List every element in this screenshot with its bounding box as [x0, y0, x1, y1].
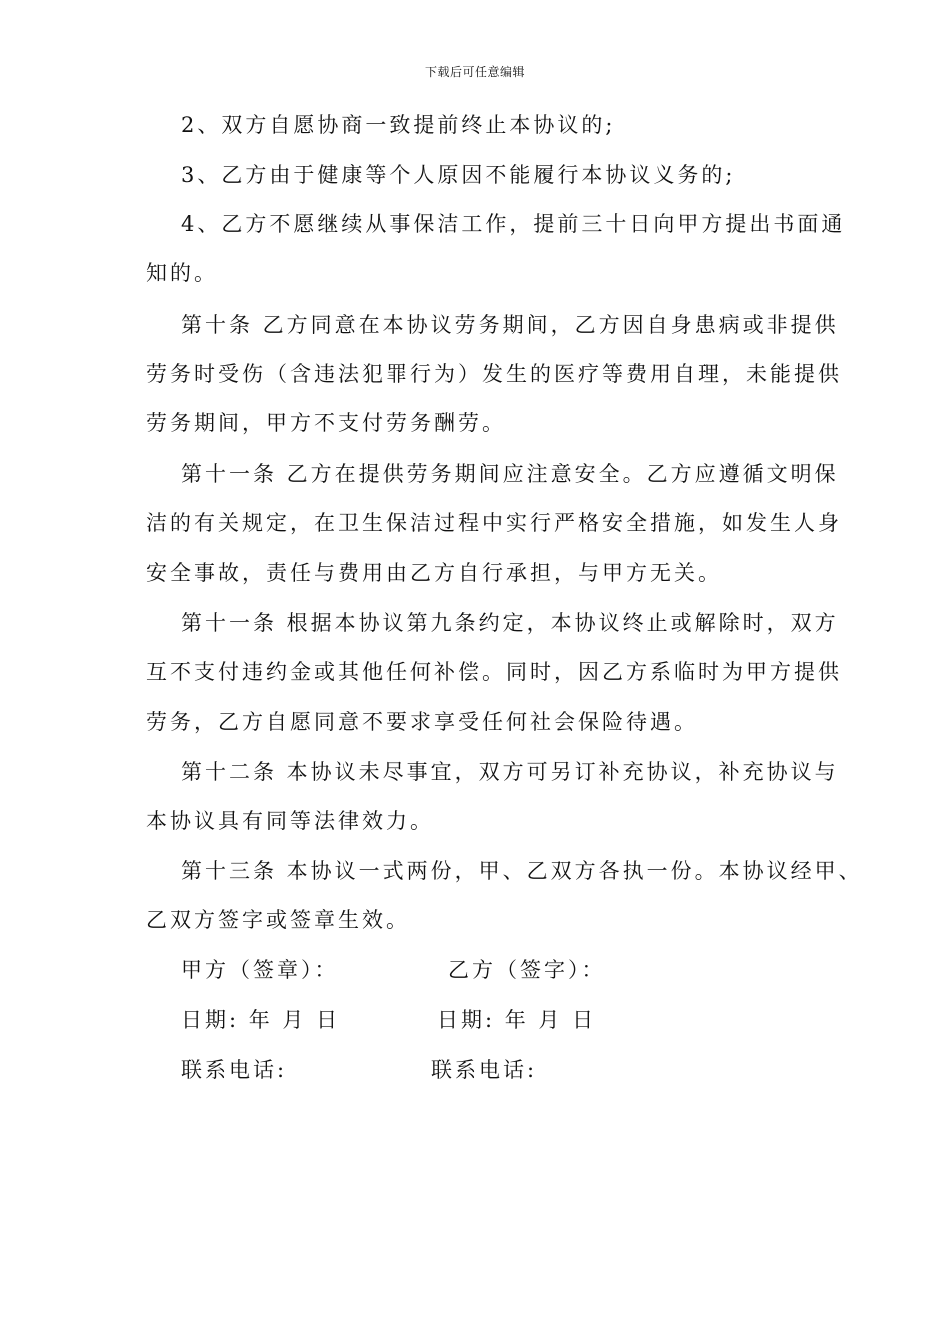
article-11b-line-2: 互不支付违约金或其他任何补偿。同时，因乙方系临时为甲方提供: [146, 660, 842, 684]
party-b-phone-label: 联系电话:: [431, 1058, 538, 1082]
party-a-phone-label: 联系电话:: [181, 1058, 288, 1082]
article-11a-line-1: 第十一条 乙方在提供劳务期间应注意安全。乙方应遵循文明保: [181, 462, 839, 486]
party-a-date-label: 日期: 年 月 日: [181, 1008, 341, 1032]
article-13-line-2: 乙双方签字或签章生效。: [146, 908, 410, 932]
clause-item-4-line-2: 知的。: [146, 261, 218, 285]
article-11a-line-3: 安全事故，责任与费用由乙方自行承担，与甲方无关。: [146, 561, 722, 585]
article-10-line-2: 劳务时受伤（含违法犯罪行为）发生的医疗等费用自理，未能提供: [146, 362, 842, 386]
page-header: 下载后可任意编辑: [424, 65, 525, 79]
article-10-line-3: 劳务期间，甲方不支付劳务酬劳。: [146, 411, 506, 435]
article-12-line-1: 第十二条 本协议未尽事宜，双方可另订补充协议，补充协议与: [181, 760, 839, 784]
clause-item-3: 3、乙方由于健康等个人原因不能履行本协议义务的;: [181, 163, 736, 187]
clause-item-4-line-1: 4、乙方不愿继续从事保洁工作，提前三十日向甲方提出书面通: [181, 212, 846, 236]
article-11b-line-3: 劳务，乙方自愿同意不要求享受任何社会保险待遇。: [146, 710, 698, 734]
article-11b-line-1: 第十一条 根据本协议第九条约定，本协议终止或解除时，双方: [181, 611, 839, 635]
article-10-line-1: 第十条 乙方同意在本协议劳务期间，乙方因自身患病或非提供: [181, 313, 839, 337]
article-11a-line-2: 洁的有关规定，在卫生保洁过程中实行严格安全措施，如发生人身: [146, 511, 842, 535]
article-12-line-2: 本协议具有同等法律效力。: [146, 809, 434, 833]
article-13-line-1: 第十三条 本协议一式两份，甲、乙双方各执一份。本协议经甲、: [181, 859, 863, 883]
party-b-signature-label: 乙方（签字）：: [448, 958, 606, 982]
party-b-date-label: 日期: 年 月 日: [437, 1008, 597, 1032]
clause-item-2: 2、双方自愿协商一致提前终止本协议的;: [181, 113, 616, 137]
party-a-signature-label: 甲方（签章）：: [181, 958, 339, 982]
